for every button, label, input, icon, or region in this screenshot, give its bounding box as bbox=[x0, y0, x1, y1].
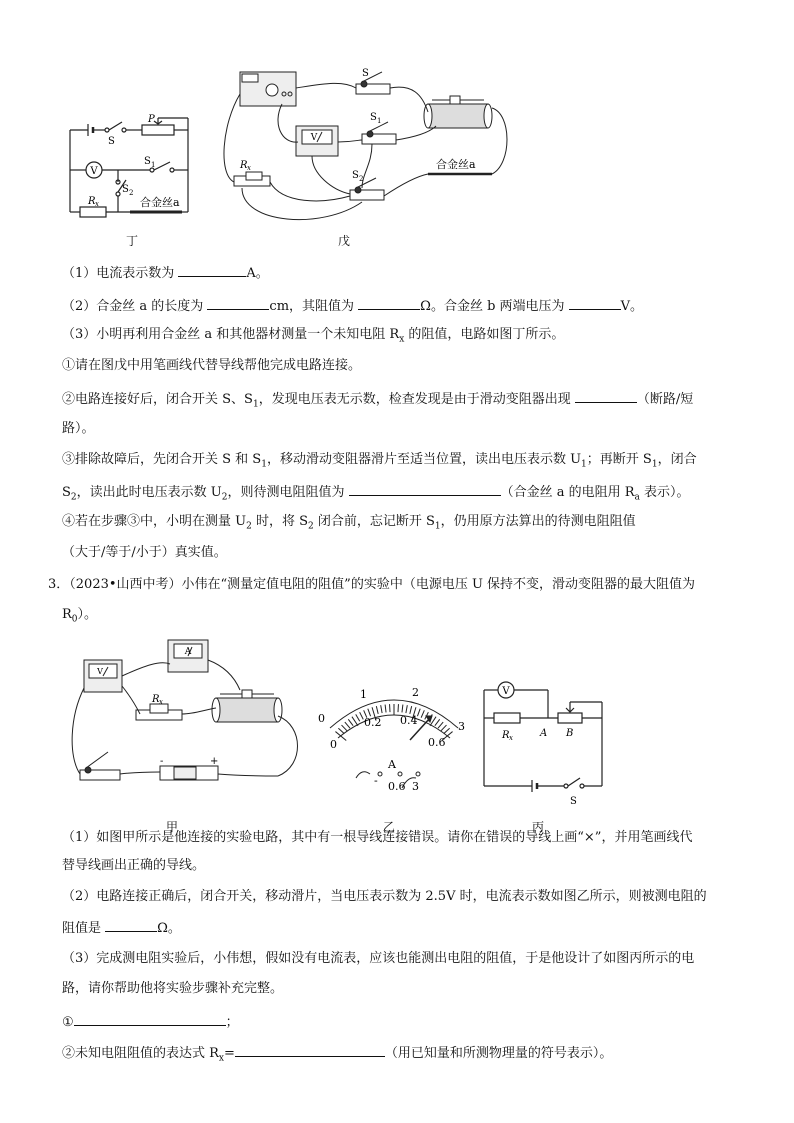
dial-terminal-0-6: 0.6 bbox=[388, 780, 406, 793]
q3-part1: （1）如图甲所示是他连接的实验电路，其中有一根导线连接错误。请你在错误的导线上画“×”，并用笔画线代 bbox=[62, 830, 693, 845]
q2-step2: ②电路连接好后，闭合开关 S、$S_1$，发现电压表无示数，检查发现是由于滑动变阻器出现 （断路/短 bbox=[62, 389, 693, 414]
dial-tick bbox=[345, 722, 350, 728]
answer-blank[interactable] bbox=[349, 482, 501, 496]
q2-step1: ①请在图戊中用笔画线代替导线帮他完成电路连接。 bbox=[62, 358, 362, 373]
dial-tick bbox=[381, 705, 382, 713]
bing-s-label: S bbox=[570, 796, 577, 807]
q2-step2-cont: 路）。 bbox=[62, 421, 95, 436]
dial-tick bbox=[342, 725, 348, 731]
wu-s2-sub: 2 bbox=[359, 175, 364, 183]
q2-part1: （1）电流表示数为 A。 bbox=[62, 263, 269, 283]
dial-tick bbox=[352, 717, 358, 726]
q2-step3-cont: $S_2$，读出此时电压表示数 $U_2$，则待测电阻阻值为 （合金丝 a 的电阻用 $R_a$ 表示）。 bbox=[62, 482, 690, 507]
jia-battery-plus: + bbox=[210, 756, 219, 767]
ding-rx-label: R bbox=[88, 196, 96, 207]
dial-top-label: 0 bbox=[318, 712, 325, 725]
q3-heading-cont: $R_0$）。 bbox=[62, 607, 98, 625]
jia-ammeter-label: A bbox=[184, 647, 192, 657]
answer-blank[interactable] bbox=[569, 296, 621, 310]
dial-top-label: 3 bbox=[458, 720, 465, 733]
q2-step4: ④若在步骤③中，小明在测量 $U_2$ 时，将 $S_2$ 闭合前，忘记断开 $S_1$，仍用原方法算出的待测电阻阻值 bbox=[62, 514, 636, 532]
answer-blank[interactable] bbox=[575, 389, 637, 403]
dial-tick bbox=[338, 728, 344, 733]
dial-bottom-label: 0 bbox=[330, 738, 337, 751]
figure-caption-wu: 戊 bbox=[338, 234, 351, 248]
q3-part3: （3）完成测电阻实验后，小伟想，假如没有电流表，应该也能测出电阻的阻值，于是他设计了如图丙所示的电 bbox=[62, 951, 695, 966]
circuit-diagram-wu bbox=[222, 64, 522, 236]
ding-s1-sub: 1 bbox=[151, 161, 156, 169]
dial-tick bbox=[444, 728, 450, 733]
bing-rx-label: R bbox=[502, 730, 510, 741]
q2-step3: ③排除故障后，先闭合开关 S 和 $S_1$，移动滑动变阻器滑片至适当位置，读出电压表示数 $U_1$；再断开 $S_1$，闭合 bbox=[62, 452, 697, 470]
wu-s-label: S bbox=[362, 68, 369, 79]
jia-voltmeter-label: V bbox=[97, 667, 103, 676]
dial-top-label: 2 bbox=[412, 686, 419, 699]
figure-caption-ding: 丁 bbox=[126, 234, 139, 248]
answer-blank[interactable] bbox=[358, 296, 420, 310]
dial-tick bbox=[421, 710, 424, 717]
q2-part2: （2）合金丝 a 的长度为 cm，其阻值为 Ω。合金丝 b 两端电压为 V。 bbox=[62, 296, 643, 316]
figure-caption-bing: 丙 bbox=[532, 820, 545, 834]
answer-blank[interactable] bbox=[207, 296, 269, 310]
dial-bottom-label: 0.6 bbox=[428, 736, 446, 749]
wu-voltmeter-label: V bbox=[310, 133, 318, 143]
dial-terminal-minus: - bbox=[374, 774, 378, 787]
q3-heading: 3．（2023•山西中考）小伟在“测量定值电阻的阻值”的实验中（电源电压 U 保持不变，滑动变阻器的最大阻值为 bbox=[48, 577, 696, 592]
q3-part1-cont: 替导线画出正确的导线。 bbox=[62, 858, 206, 873]
jia-battery-minus: - bbox=[160, 756, 164, 767]
dial-tick bbox=[406, 705, 407, 713]
dial-bottom-label: 0.2 bbox=[364, 716, 382, 729]
dial-top-label: 1 bbox=[360, 688, 367, 701]
q3-part3-cont: 路，请你帮助他将实验步骤补充完整。 bbox=[62, 981, 284, 996]
ding-rx-sub: x bbox=[95, 200, 99, 208]
q3-part2-cont: 阻值是 Ω。 bbox=[62, 918, 181, 938]
ammeter-dial-yi bbox=[304, 680, 484, 810]
wu-s1-label: S bbox=[370, 112, 377, 123]
bing-voltmeter-label: V bbox=[502, 686, 510, 697]
dial-tick bbox=[410, 706, 412, 714]
wu-s2-label: S bbox=[352, 170, 359, 181]
answer-blank[interactable] bbox=[178, 263, 246, 277]
circuit-diagram-ding bbox=[60, 112, 200, 220]
ding-s1-label: S bbox=[144, 156, 151, 167]
figure-caption-jia: 甲 bbox=[166, 820, 179, 834]
bing-b-label: B bbox=[566, 728, 574, 739]
ding-wire-label: 合金丝a bbox=[140, 196, 180, 209]
dial-tick bbox=[441, 725, 447, 731]
bing-rx-sub: x bbox=[509, 734, 513, 742]
circuit-diagram-bing bbox=[478, 678, 614, 808]
answer-blank[interactable] bbox=[235, 1043, 385, 1057]
dial-bottom-label: 0.4 bbox=[400, 714, 418, 727]
jia-rx-sub: x bbox=[159, 698, 163, 706]
ding-s-label: S bbox=[108, 136, 115, 147]
dial-tick bbox=[376, 706, 378, 714]
q3-step1: ① ； bbox=[62, 1012, 239, 1032]
dial-terminal-3: 3 bbox=[412, 780, 419, 793]
ding-p-label: P bbox=[148, 114, 155, 125]
q2-part3: （3）小明再利用合金丝 a 和其他器材测量一个未知电阻 $R_x$ 的阻值，电路如图丁所示。 bbox=[62, 327, 565, 345]
q3-part2: （2）电路连接正确后，闭合开关，移动滑片，当电压表示数为 2.5V 时，电流表示数如图乙所示，则被测电阻的 bbox=[62, 889, 707, 904]
dial-terminal-label: A bbox=[388, 758, 396, 771]
dial-tick bbox=[348, 719, 353, 725]
wu-s1-sub: 1 bbox=[377, 117, 382, 125]
ding-s2-sub: 2 bbox=[129, 189, 134, 197]
dial-tick bbox=[438, 722, 443, 728]
bing-a-label: A bbox=[540, 728, 548, 739]
wu-rx-label: R bbox=[240, 160, 248, 171]
dial-tick bbox=[385, 705, 386, 713]
dial-tick bbox=[402, 705, 403, 713]
figure-caption-yi: 乙 bbox=[383, 820, 396, 834]
q2-step4-cont: （大于/等于/小于）真实值。 bbox=[62, 545, 227, 560]
ding-voltmeter-label: V bbox=[90, 166, 98, 177]
circuit-diagram-jia bbox=[64, 636, 326, 814]
wu-rx-sub: x bbox=[247, 164, 251, 172]
jia-rx-label: R bbox=[152, 694, 160, 705]
dial-tick bbox=[360, 712, 364, 719]
answer-blank[interactable] bbox=[74, 1012, 226, 1026]
dial-tick bbox=[435, 719, 440, 725]
ding-s2-label: S bbox=[122, 184, 129, 195]
wu-wire-label: 合金丝a bbox=[436, 158, 476, 171]
answer-blank[interactable] bbox=[105, 918, 157, 932]
dial-tick bbox=[417, 709, 420, 717]
dial-tick bbox=[356, 714, 360, 721]
q3-step2: ②未知电阻阻值的表达式 $R_x=$ （用已知量和所测物理量的符号表示）。 bbox=[62, 1043, 612, 1068]
